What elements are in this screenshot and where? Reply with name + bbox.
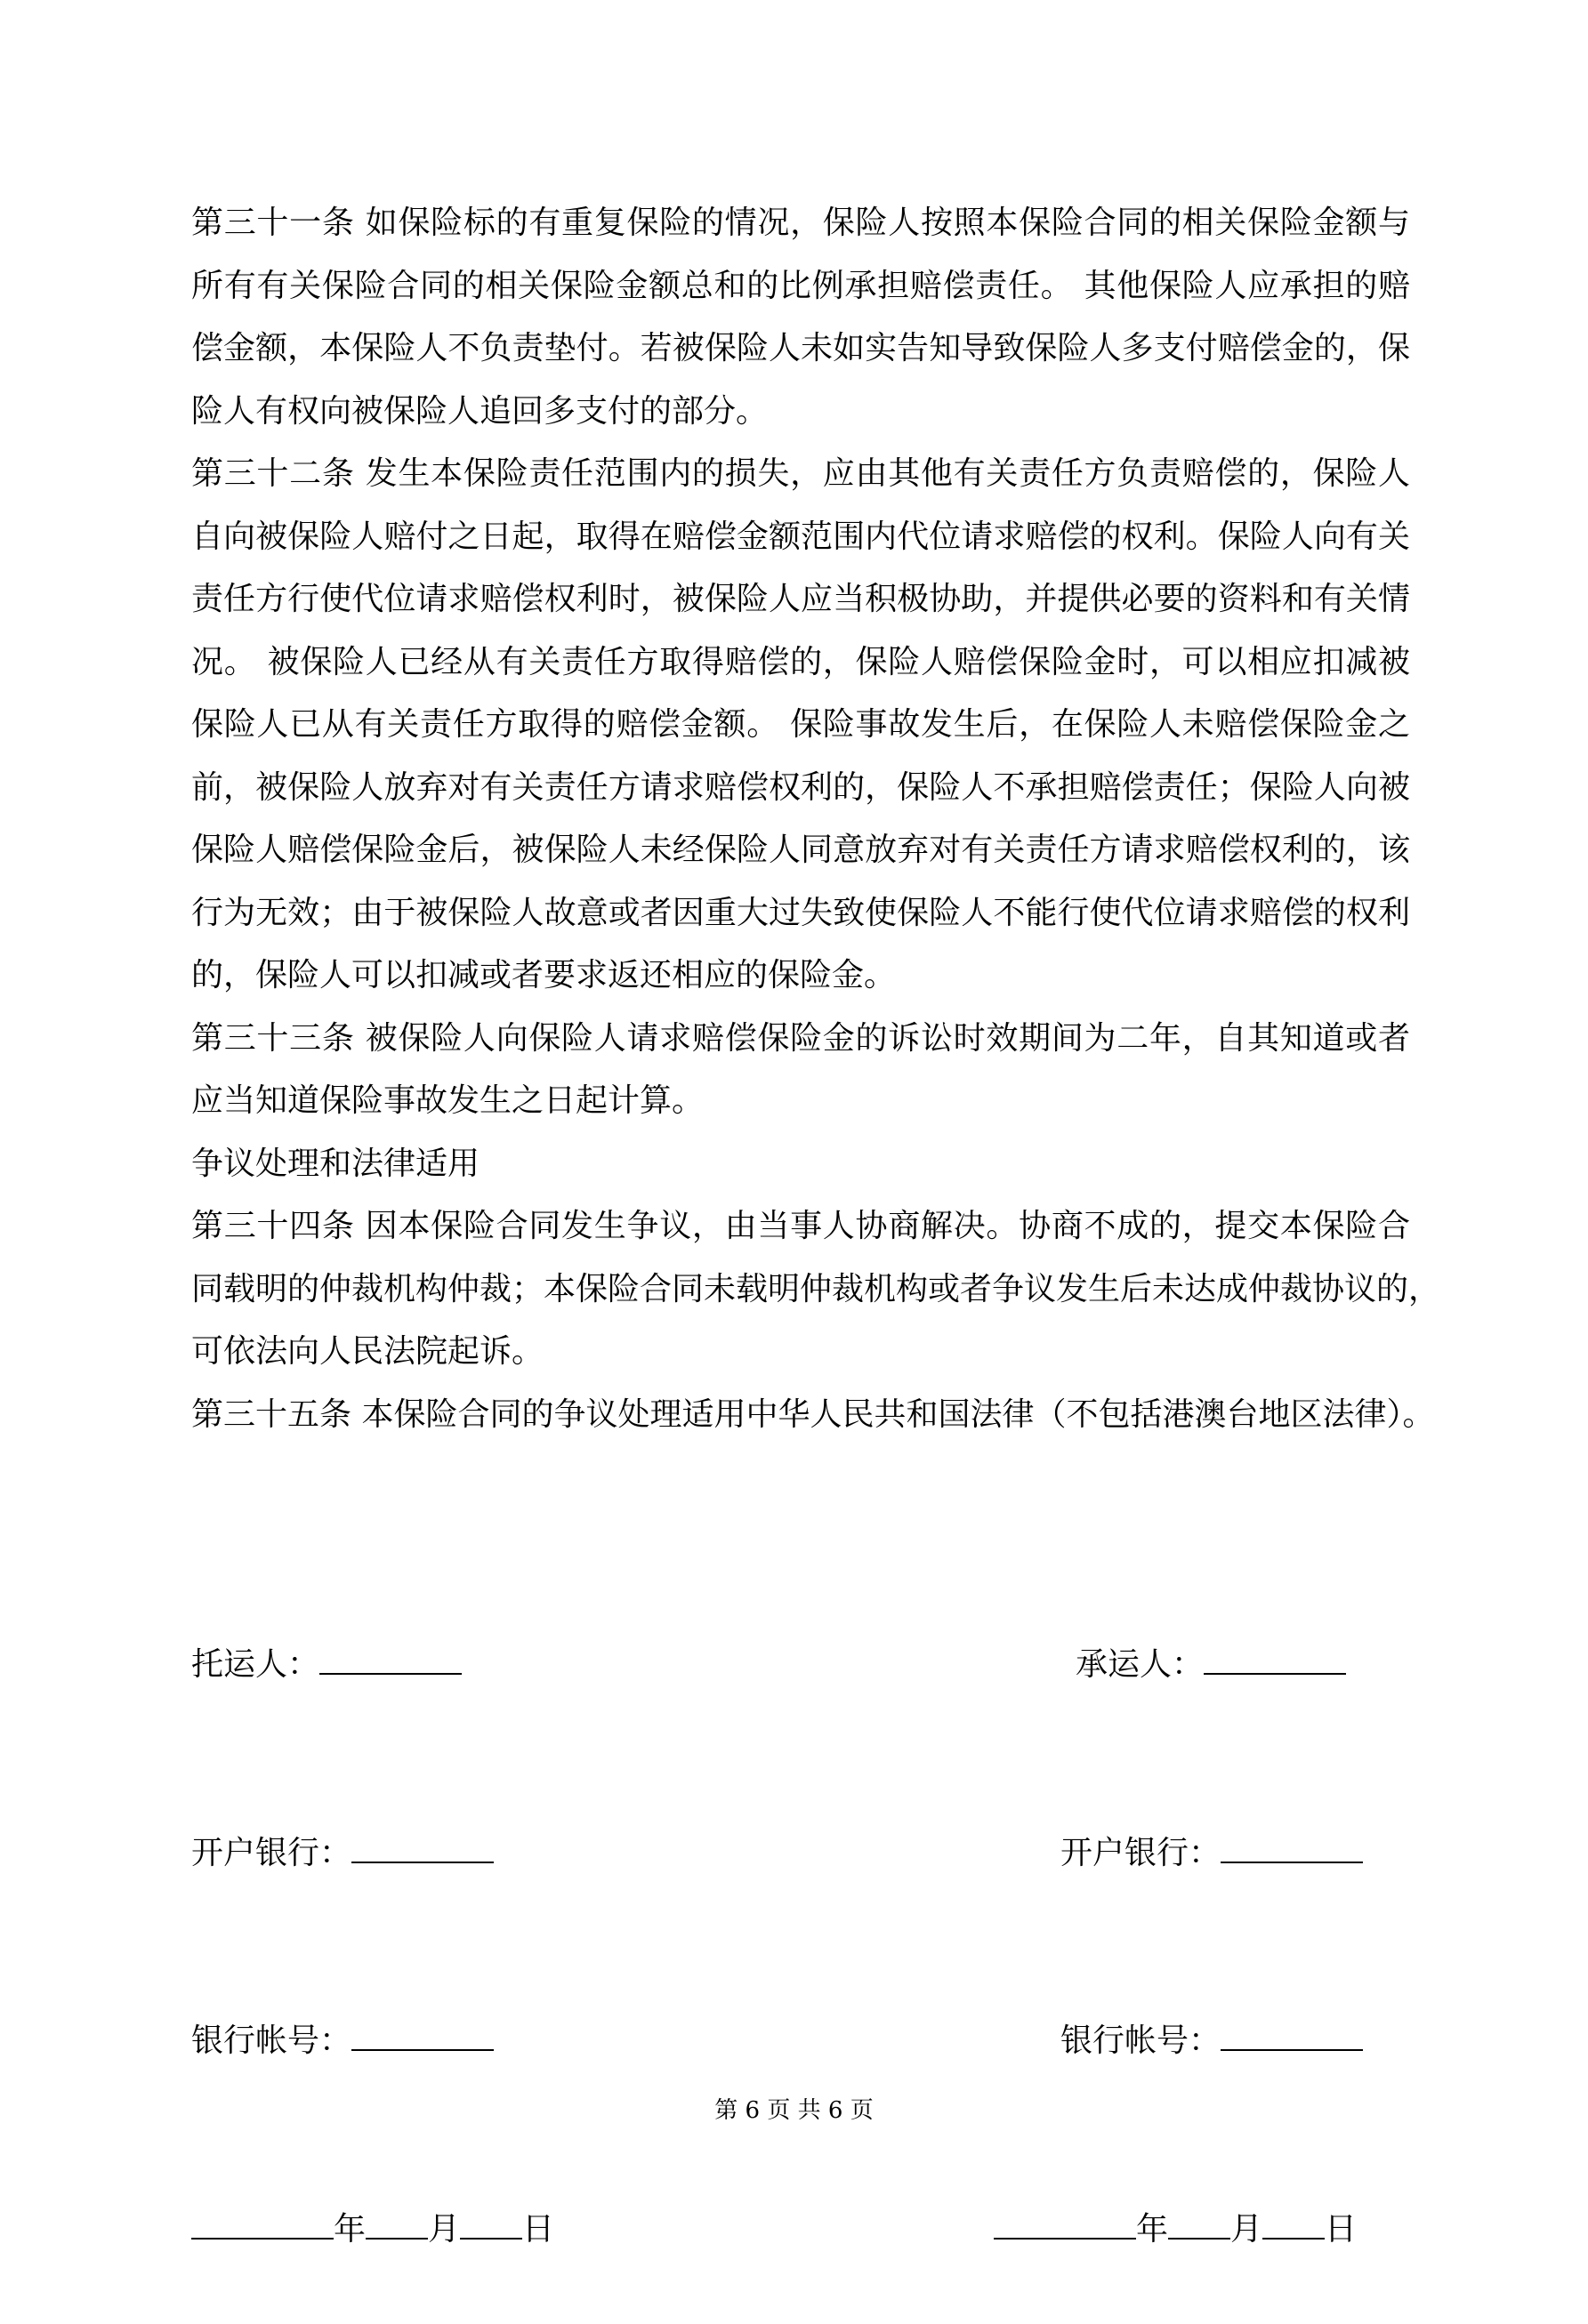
text-line: 的，保险人可以扣减或者要求返还相应的保险金。 — [191, 957, 897, 993]
shipper-label: 托运人： — [191, 1646, 320, 1683]
paragraph — [191, 443, 1410, 1008]
month-label: 月 — [1230, 2210, 1263, 2248]
shipper-account-label: 银行帐号： — [191, 2022, 352, 2059]
page-number: 第 6 页 共 6 页 — [714, 2097, 874, 2124]
text-line: 第三十三条 被保险人向保险人请求赔偿保险金的诉讼时效期间为二年，自其知道或者 — [191, 1019, 1410, 1057]
paragraph — [191, 1133, 1410, 1196]
shipper-account-blank — [351, 2026, 494, 2051]
carrier-signature-block — [994, 1508, 1363, 2324]
year-label: 年 — [1136, 2210, 1169, 2248]
text-line: 险人有权向被保险人追回多支付的部分。 — [191, 392, 769, 430]
text-line: 第三十二条 发生本保险责任范围内的损失，应由其他有关责任方负责赔偿的，保险人 — [191, 455, 1410, 492]
month-label: 月 — [428, 2210, 461, 2248]
day-blank — [460, 2215, 522, 2240]
year-label: 年 — [334, 2210, 367, 2248]
text-line: 可依法向人民法院起诉。 — [191, 1333, 544, 1370]
carrier-bank-blank — [1221, 1838, 1363, 1863]
text-line: 责任方行使代位请求赔偿权利时，被保险人应当积极协助，并提供必要的资料和有关情 — [191, 581, 1410, 617]
month-blank — [1168, 2215, 1230, 2240]
carrier-account-blank — [1221, 2026, 1363, 2051]
day-label: 日 — [1325, 2210, 1358, 2248]
shipper-bank-blank — [351, 1838, 494, 1863]
shipper-bank-label: 开户银行： — [191, 1834, 352, 1871]
text-line: 况。 被保险人已经从有关责任方取得赔偿的，保险人赔偿保险金时，可以相应扣减被 — [191, 643, 1410, 680]
text-line: 第三十一条 如保险标的有重复保险的情况，保险人按照本保险合同的相关保险金额与 — [191, 205, 1410, 241]
paragraph — [191, 1195, 1441, 1384]
year-blank — [994, 2215, 1136, 2240]
day-blank — [1262, 2215, 1325, 2240]
day-label: 日 — [522, 2210, 555, 2248]
paragraph — [191, 1384, 1435, 1447]
text-line: 第三十五条 本保险合同的争议处理适用中华人民共和国法律（不包括港澳台地区法律）。 — [191, 1395, 1435, 1433]
shipper-blank — [319, 1650, 462, 1675]
text-line: 争议处理和法律适用 — [191, 1145, 480, 1182]
paragraph — [191, 192, 1410, 443]
text-line: 前，被保险人放弃对有关责任方请求赔偿权利的，保险人不承担赔偿责任；保险人向被 — [191, 768, 1410, 806]
text-line: 保险人赔偿保险金后，被保险人未经保险人同意放弃对有关责任方请求赔偿权利的，该 — [191, 832, 1410, 868]
year-blank — [191, 2215, 334, 2240]
carrier-account-label: 银行帐号： — [1060, 2022, 1221, 2059]
text-line: 自向被保险人赔付之日起，取得在赔偿金额范围内代位请求赔偿的权利。保险人向有关 — [191, 518, 1410, 555]
text-line: 应当知道保险事故发生之日起计算。 — [191, 1082, 705, 1119]
carrier-bank-label: 开户银行： — [1060, 1834, 1221, 1871]
text-line: 所有有关保险合同的相关保险金额总和的比例承担赔偿责任。 其他保险人应承担的赔 — [191, 267, 1410, 304]
text-line: 第三十四条 因本保险合同发生争议，由当事人协商解决。协商不成的，提交本保险合 — [191, 1208, 1410, 1244]
month-blank — [366, 2215, 428, 2240]
text-line: 保险人已从有关责任方取得的赔偿金额。 保险事故发生后，在保险人未赔偿保险金之 — [191, 706, 1410, 743]
carrier-blank — [1204, 1650, 1346, 1675]
text-line: 同载明的仲裁机构仲裁；本保险合同未载明仲裁机构或者争议发生后未达成仲裁协议的， — [191, 1270, 1441, 1307]
paragraph — [191, 1008, 1410, 1133]
document-body — [191, 192, 1441, 1446]
text-line: 偿金额，本保险人不负责垫付。若被保险人未如实告知导致保险人多支付赔偿金的，保 — [191, 330, 1410, 366]
carrier-label: 承运人： — [1076, 1646, 1205, 1683]
shipper-signature-block — [191, 1508, 554, 2324]
text-line: 行为无效；由于被保险人故意或者因重大过失致使保险人不能行使代位请求赔偿的权利 — [191, 894, 1410, 931]
